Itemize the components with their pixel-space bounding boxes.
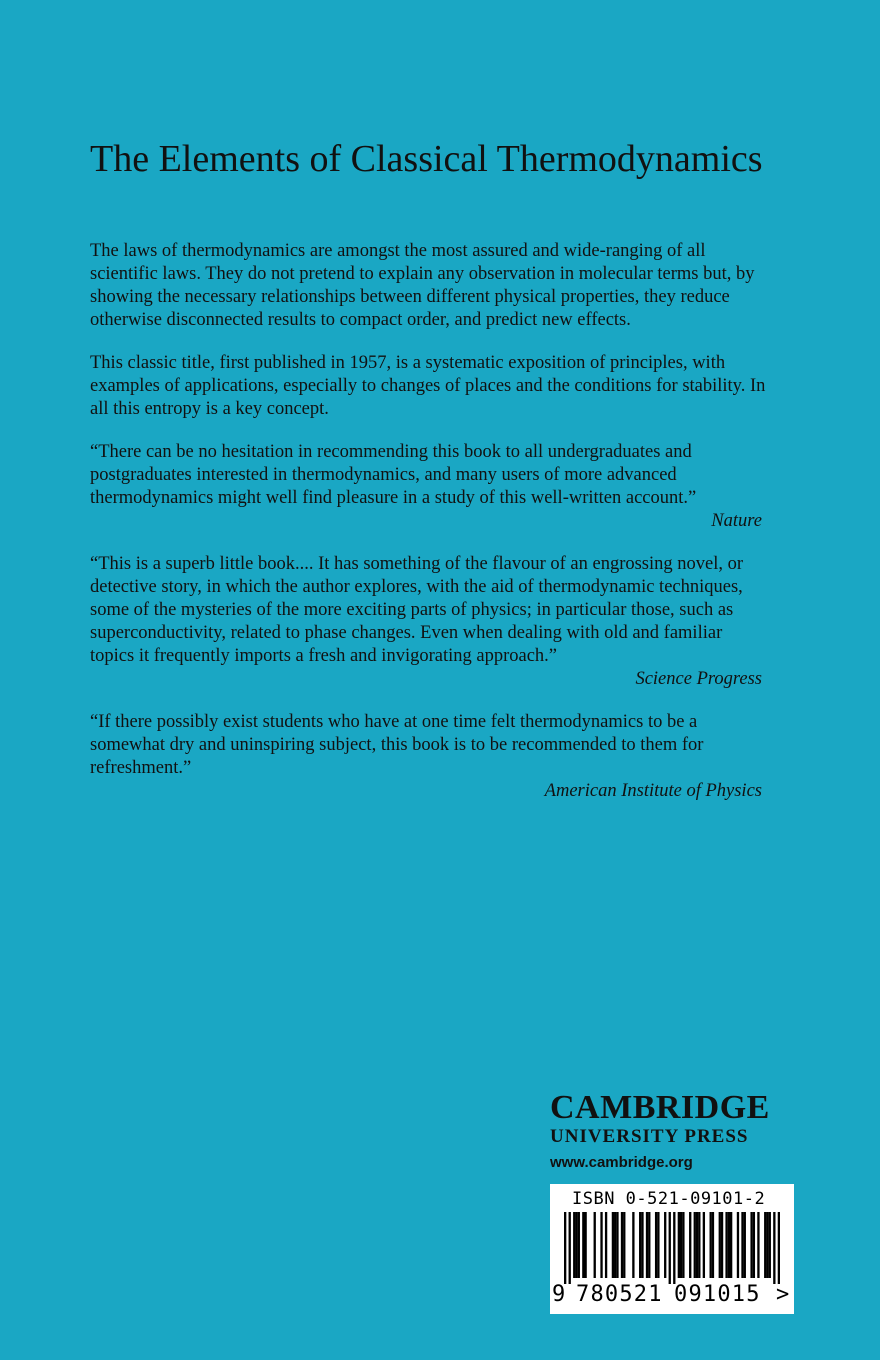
barcode-bar	[719, 1212, 721, 1278]
barcode-bar	[757, 1212, 759, 1278]
barcode-bar	[680, 1212, 682, 1278]
barcode-bar	[696, 1212, 698, 1278]
barcode-bar	[578, 1212, 580, 1278]
review-quote-nature: “There can be no hesitation in recommending this book to all undergraduates and postgraduates interested in thermodynamics, and many users of more advanced thermodynamics might well find pleasure in a study of this well-written account.”	[90, 442, 697, 508]
barcode-bar	[703, 1212, 705, 1278]
description-paragraph-1: The laws of thermodynamics are amongst the most assured and wide-ranging of all scientific laws. They do not pretend to explain any observation in molecular terms but, by showing the necessary relationships between different physical properties, they reduce otherwise disconnected results to compact order, and predict new effects.	[90, 241, 755, 330]
isbn-number: ISBN 0-521-09101-2	[572, 1189, 766, 1209]
publisher-name: CAMBRIDGE	[550, 1089, 770, 1126]
barcode-bar	[741, 1212, 743, 1278]
barcode-bar	[773, 1212, 775, 1284]
barcode-bar	[728, 1212, 730, 1278]
barcode-bar	[575, 1212, 577, 1278]
barcode-bar	[600, 1212, 602, 1278]
barcode-bar	[764, 1212, 766, 1278]
barcode-bar	[641, 1212, 643, 1278]
review-source-science-progress: Science Progress	[635, 669, 762, 689]
publisher-block	[550, 1090, 810, 1171]
barcode-bar	[778, 1212, 780, 1284]
barcode-bar	[564, 1212, 566, 1284]
book-title: The Elements of Classical Thermodynamics	[90, 138, 763, 180]
isbn-barcode	[550, 1184, 794, 1314]
barcode-bar	[569, 1212, 571, 1284]
back-cover-text	[90, 240, 770, 823]
barcode-bar	[573, 1212, 575, 1278]
barcode-bar	[614, 1212, 616, 1278]
barcode-bar	[682, 1212, 684, 1278]
barcode-bar	[694, 1212, 696, 1278]
barcode-bar	[632, 1212, 634, 1278]
barcode-bar	[616, 1212, 618, 1278]
barcode-bar	[750, 1212, 752, 1278]
barcode-bar	[639, 1212, 641, 1278]
barcode-bar	[621, 1212, 623, 1278]
barcode-bar	[673, 1212, 675, 1284]
barcode-bar	[664, 1212, 666, 1278]
publisher-subtitle: UNIVERSITY PRESS	[550, 1126, 749, 1147]
barcode-bar	[648, 1212, 650, 1278]
barcode-bar	[698, 1212, 700, 1278]
barcode-bar	[669, 1212, 671, 1284]
barcode-bar	[689, 1212, 691, 1278]
barcode-bar	[584, 1212, 586, 1278]
barcode-lead-digit: 9	[552, 1282, 566, 1307]
barcode-bar	[582, 1212, 584, 1278]
barcode-group-1: 780521	[576, 1282, 663, 1307]
barcode-bar	[678, 1212, 680, 1278]
barcode-group-2: 091015	[674, 1282, 761, 1307]
barcode-tail-mark: >	[776, 1282, 790, 1307]
barcode-bar	[594, 1212, 596, 1278]
review-quote-aip: “If there possibly exist students who have at one time felt thermodynamics to be a somewhat dry and uninspiring subject, this book is to be recommended to them for refreshment.”	[90, 712, 704, 778]
barcode-bars-icon	[564, 1212, 780, 1284]
barcode-bar	[753, 1212, 755, 1278]
barcode-bar	[721, 1212, 723, 1278]
barcode-bar	[730, 1212, 732, 1278]
barcode-bar	[737, 1212, 739, 1278]
review-source-aip: American Institute of Physics	[544, 781, 762, 801]
barcode-bar	[725, 1212, 727, 1278]
barcode-bar	[657, 1212, 659, 1278]
barcode-bar	[655, 1212, 657, 1278]
barcode-bar	[646, 1212, 648, 1278]
barcode-bar	[769, 1212, 771, 1278]
review-quote-science-progress: “This is a superb little book.... It has something of the flavour of an engrossing novel, or detective story, in which the author explores, with the aid of thermodynamic techniques, some of the mysteries of the more exciting parts of physics; in particular those, such as superconductivity, related to phase changes. Even when dealing with old and familiar topics it frequently imports a fresh and invigorating approach.”	[90, 554, 744, 666]
barcode-bar	[623, 1212, 625, 1278]
barcode-bar	[710, 1212, 712, 1278]
barcode-bar	[766, 1212, 768, 1278]
publisher-url: www.cambridge.org	[550, 1154, 693, 1171]
review-source-nature: Nature	[711, 511, 762, 531]
barcode-bar	[612, 1212, 614, 1278]
barcode-bar	[744, 1212, 746, 1278]
barcode-bar	[712, 1212, 714, 1278]
barcode-bar	[605, 1212, 607, 1278]
description-paragraph-2: This classic title, first published in 1957, is a systematic exposition of principles, with examples of applications, especially to changes of places and the conditions for stability. In all this entropy is a key concept.	[90, 353, 766, 419]
